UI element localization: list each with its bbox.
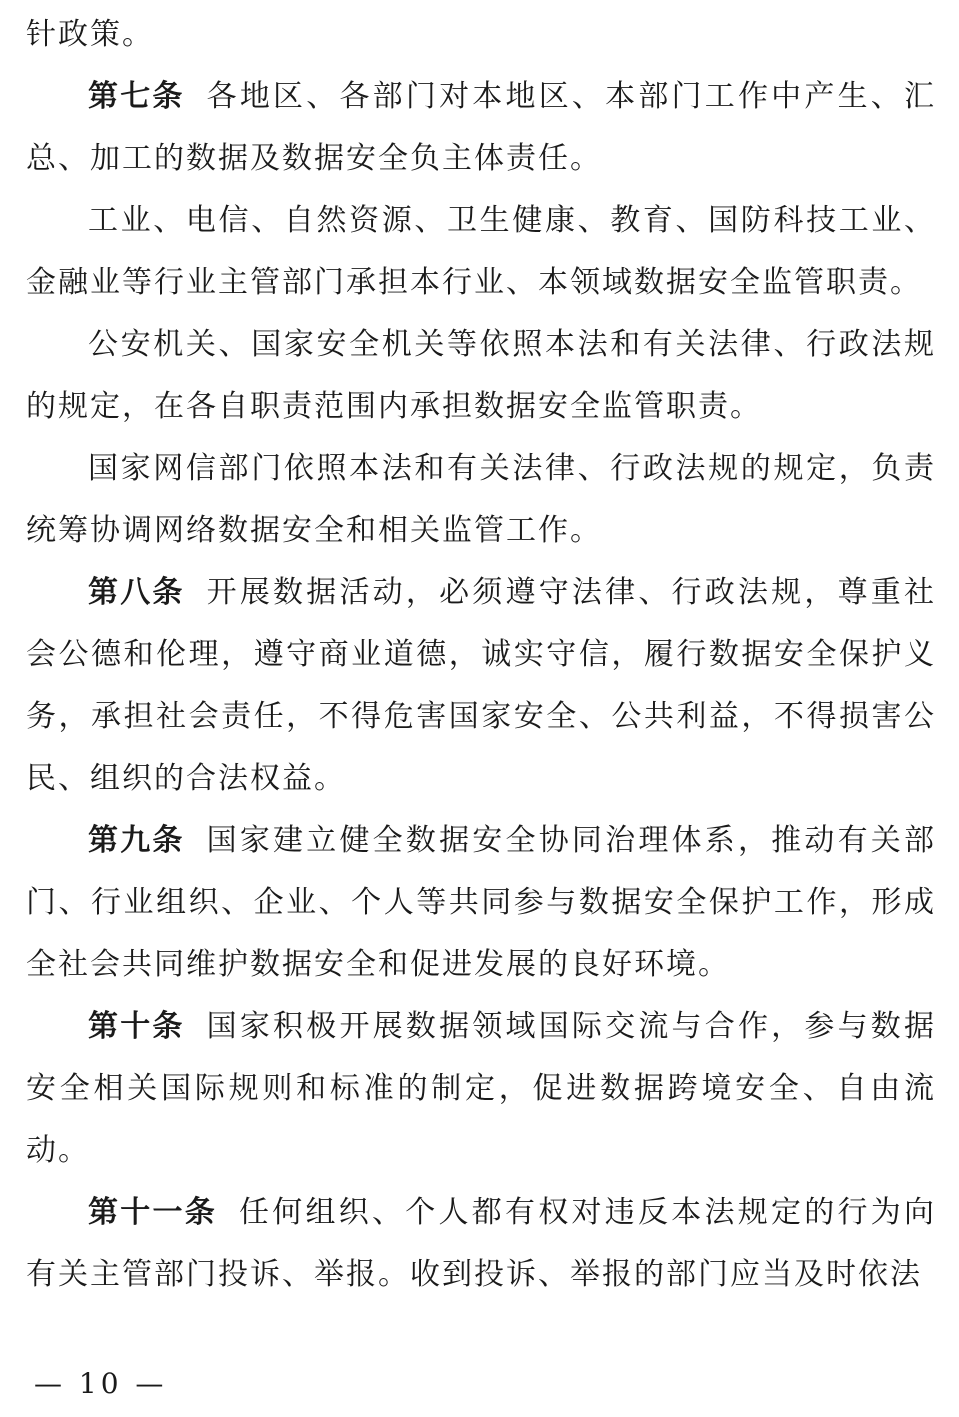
- article-text: 国家积极开展数据领域国际交流与合作，参与数据安全相关国际规则和标准的制定，促进数据跨境安全、自由流动。: [26, 1009, 936, 1168]
- article-number: 第七条: [88, 79, 185, 114]
- article-text: 各地区、各部门对本地区、本部门工作中产生、汇总、加工的数据及数据安全负主体责任。: [26, 79, 936, 176]
- article-number: 第八条: [88, 575, 185, 610]
- article-number: 第十一条: [88, 1195, 217, 1230]
- article-8-paragraph: [26, 562, 936, 810]
- article-7-paragraph-3: 公安机关、国家安全机关等依照本法和有关法律、行政法规的规定，在各自职责范围内承担数据安全监管职责。: [26, 327, 936, 424]
- article-text: 开展数据活动，必须遵守法律、行政法规，尊重社会公德和伦理，遵守商业道德，诚实守信，履行数据安全保护义务，承担社会责任，不得危害国家安全、公共利益，不得损害公民、组织的合法权益。: [26, 575, 936, 796]
- article-number: 第九条: [88, 823, 185, 858]
- article-7-paragraph-1: [26, 66, 936, 190]
- continuation-paragraph: 针政策。: [26, 17, 154, 52]
- article-11-paragraph: [26, 1182, 936, 1306]
- article-text: 国家建立健全数据安全协同治理体系，推动有关部门、行业组织、企业、个人等共同参与数据安全保护工作，形成全社会共同维护数据安全和促进发展的良好环境。: [26, 823, 936, 982]
- article-9-paragraph: [26, 810, 936, 996]
- page-number: — 10 —: [34, 1367, 168, 1400]
- document-page: [26, 0, 936, 1306]
- article-7-paragraph-2: 工业、电信、自然资源、卫生健康、教育、国防科技工业、金融业等行业主管部门承担本行业、本领域数据安全监管职责。: [26, 203, 936, 300]
- article-7-paragraph-4: 国家网信部门依照本法和有关法律、行政法规的规定，负责统筹协调网络数据安全和相关监管工作。: [26, 451, 936, 548]
- article-text: 任何组织、个人都有权对违反本法规定的行为向有关主管部门投诉、举报。收到投诉、举报的部门应当及时依法: [26, 1195, 936, 1292]
- article-number: 第十条: [88, 1009, 185, 1044]
- article-10-paragraph: [26, 996, 936, 1182]
